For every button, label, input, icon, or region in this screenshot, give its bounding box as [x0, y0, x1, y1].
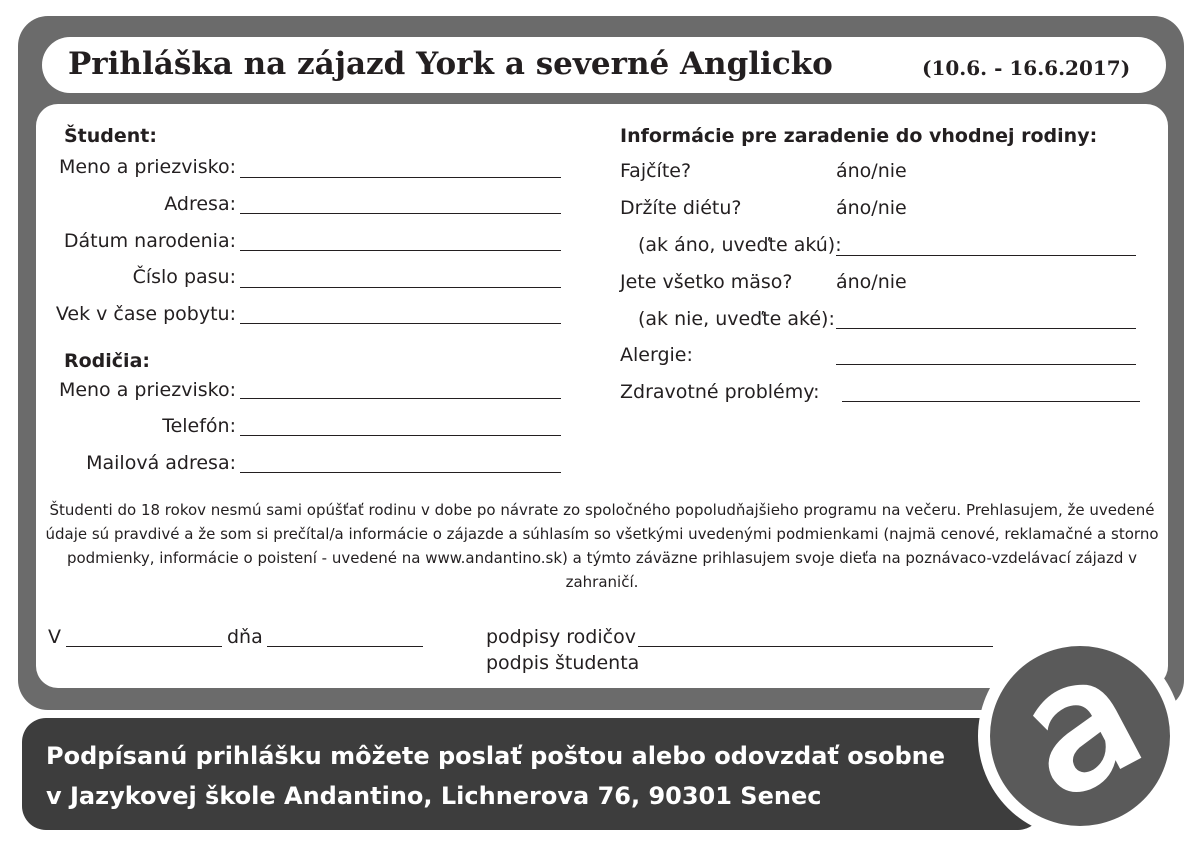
parent-phone-label: Telefón: — [162, 415, 236, 437]
student-name-field[interactable] — [240, 177, 561, 178]
date-label: dňa — [227, 626, 263, 648]
meat-detail-field[interactable] — [836, 328, 1136, 329]
trip-dates: (10.6. - 16.6.2017) — [922, 56, 1131, 80]
student-heading: Študent: — [64, 125, 157, 147]
place-label: V — [48, 626, 61, 648]
student-address-label: Adresa: — [164, 193, 236, 215]
diet-detail-label: (ak áno, uveďte akú): — [638, 234, 842, 256]
student-passport-field[interactable] — [240, 287, 561, 288]
diet-answer[interactable]: áno/nie — [836, 197, 907, 219]
family-info-heading: Informácie pre zaradenie do vhodnej rodiny: — [620, 125, 1098, 147]
diet-question: Držíte diétu? — [620, 197, 742, 219]
parent-name-field[interactable] — [240, 398, 561, 399]
parents-signature-label: podpisy rodičov — [486, 626, 636, 648]
parent-phone-field[interactable] — [240, 435, 561, 436]
diet-detail-field[interactable] — [836, 255, 1136, 256]
parents-heading: Rodičia: — [64, 350, 150, 372]
student-passport-label: Číslo pasu: — [132, 266, 236, 288]
meat-detail-label: (ak nie, uveďte aké): — [638, 308, 835, 330]
student-age-label: Vek v čase pobytu: — [55, 303, 236, 325]
student-name-label: Meno a priezvisko: — [58, 156, 236, 178]
terms-notice: Študenti do 18 rokov nesmú sami opúšťať rodinu v dobe po návrate zo spoločného popoludňajšieho programu na večeru. Prehlasujem, že uvedené údaje sú pravdivé a že som si prečítal/a informácie o zájazde a súhlasím so všetkými uvedenými podmienkami (najmä cenové, reklamačné a storno podmienky, informácie o poistení - uvedené na www.andantino.sk) a týmto záväzne prihlasujem svoje dieťa na poznávaco-vzdelávací zájazd v zahraničí. — [45, 501, 1159, 591]
smoke-answer[interactable]: áno/nie — [836, 160, 907, 182]
allergy-field[interactable] — [836, 364, 1136, 365]
student-address-field[interactable] — [240, 213, 561, 214]
footer-line-2: v Jazykovej škole Andantino, Lichnerova 76, 90301 Senec — [46, 782, 822, 810]
parent-name-label: Meno a priezvisko: — [58, 379, 236, 401]
form-title: Prihláška na zájazd York a severné Anglicko — [68, 46, 833, 82]
logo-letter-a-icon — [978, 634, 1182, 838]
footer-text — [46, 736, 945, 816]
student-birthdate-field[interactable] — [240, 250, 561, 251]
student-birthdate-label: Dátum narodenia: — [63, 230, 236, 252]
footer-line-1: Podpísanú prihlášku môžete poslať poštou alebo odovzdať osobne — [46, 742, 946, 770]
student-signature-label: podpis študenta — [486, 652, 640, 674]
meat-answer[interactable]: áno/nie — [836, 271, 907, 293]
meat-question: Jete všetko mäso? — [620, 271, 793, 293]
parent-email-field[interactable] — [240, 472, 561, 473]
place-field[interactable] — [66, 646, 222, 647]
health-label: Zdravotné problémy: — [620, 381, 820, 403]
parent-email-label: Mailová adresa: — [86, 452, 236, 474]
student-age-field[interactable] — [240, 323, 561, 324]
allergy-label: Alergie: — [620, 344, 693, 366]
parents-signature-field[interactable] — [638, 646, 993, 647]
health-field[interactable] — [842, 401, 1140, 402]
smoke-question: Fajčíte? — [620, 160, 692, 182]
date-field[interactable] — [267, 646, 423, 647]
